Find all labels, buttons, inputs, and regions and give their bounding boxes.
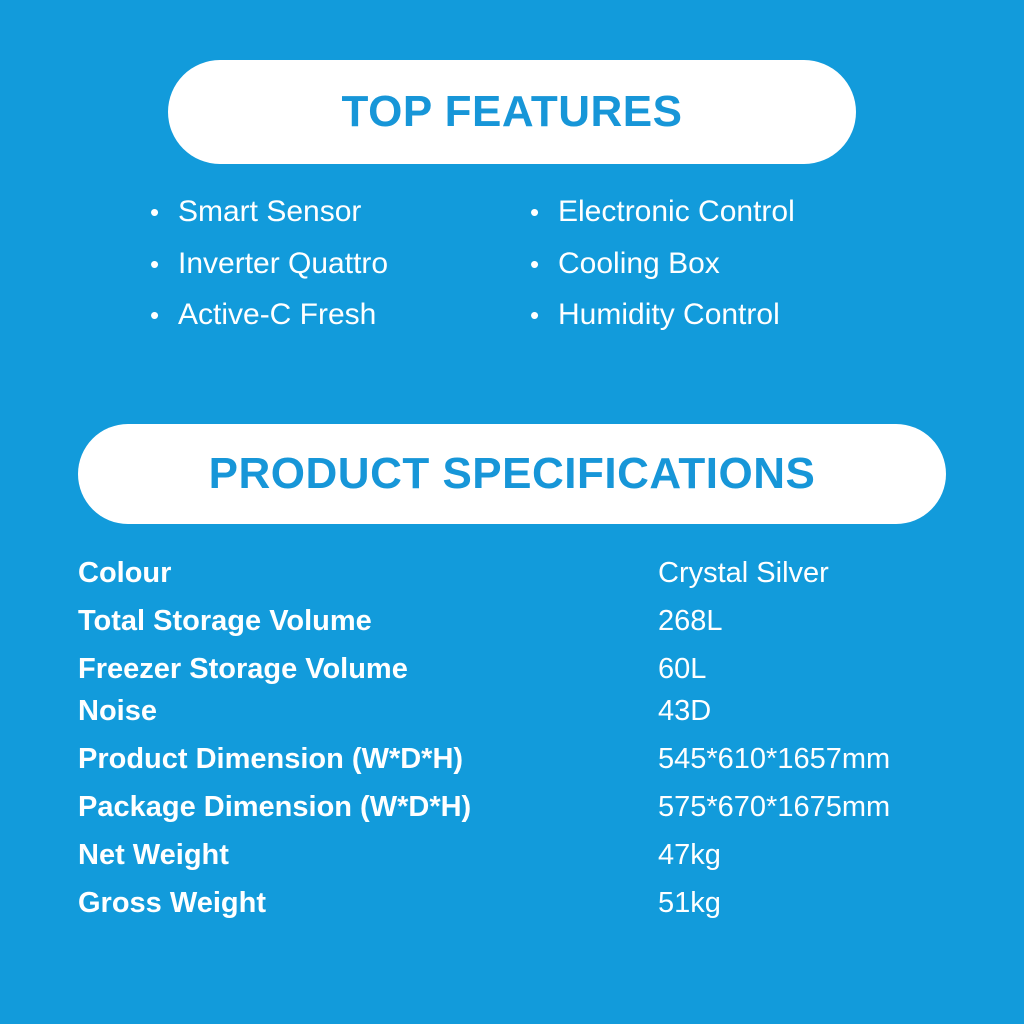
table-row [78,648,978,690]
spec-value: 268L [658,605,723,638]
product-specifications-header [78,424,946,524]
features-list [150,186,910,341]
spec-value: 60L [658,653,707,686]
spec-label: Product Dimension (W*D*H) [78,743,464,776]
specifications-table [78,552,978,930]
feature-label: Smart Sensor [178,195,362,228]
list-item [530,186,910,238]
spec-label: Package Dimension (W*D*H) [78,791,472,824]
spec-label: Colour [78,557,172,589]
list-item [150,186,530,238]
spec-label: Net Weight [78,839,229,872]
features-column-left [150,186,530,341]
feature-label: Electronic Control [558,195,795,228]
bullet-icon: • [530,248,540,279]
spec-value: 575*670*1675mm [658,791,891,824]
spec-label: Total Storage Volume [78,605,372,638]
list-item [150,289,530,341]
product-specifications-title: PRODUCT SPECIFICATIONS [208,449,816,498]
table-row [78,600,978,642]
list-item [150,238,530,290]
top-features-title: TOP FEATURES [341,87,683,136]
spec-label: Noise [78,695,157,728]
bullet-icon: • [530,197,540,227]
feature-label: Inverter Quattro [178,246,389,280]
table-row [78,690,978,732]
bullet-icon: • [150,300,160,331]
top-features-header [168,60,856,164]
spec-value: Crystal Silver [658,557,829,589]
spec-value: 47kg [658,839,721,872]
bullet-icon: • [150,248,160,279]
spec-value: 43D [658,695,712,728]
list-item [530,238,910,290]
table-row [78,738,978,780]
table-row [78,834,978,876]
spec-value: 51kg [658,887,721,920]
bullet-icon: • [530,300,540,331]
spec-label: Gross Weight [78,887,266,920]
spec-label: Freezer Storage Volume [78,653,408,686]
features-column-right [530,186,910,341]
spec-value: 545*610*1657mm [658,743,891,776]
table-row [78,552,978,594]
table-row [78,882,978,924]
bullet-icon: • [150,197,160,227]
feature-label: Active-C Fresh [178,298,377,332]
feature-label: Humidity Control [558,298,780,332]
feature-label: Cooling Box [558,246,720,280]
table-row [78,786,978,828]
list-item [530,289,910,341]
